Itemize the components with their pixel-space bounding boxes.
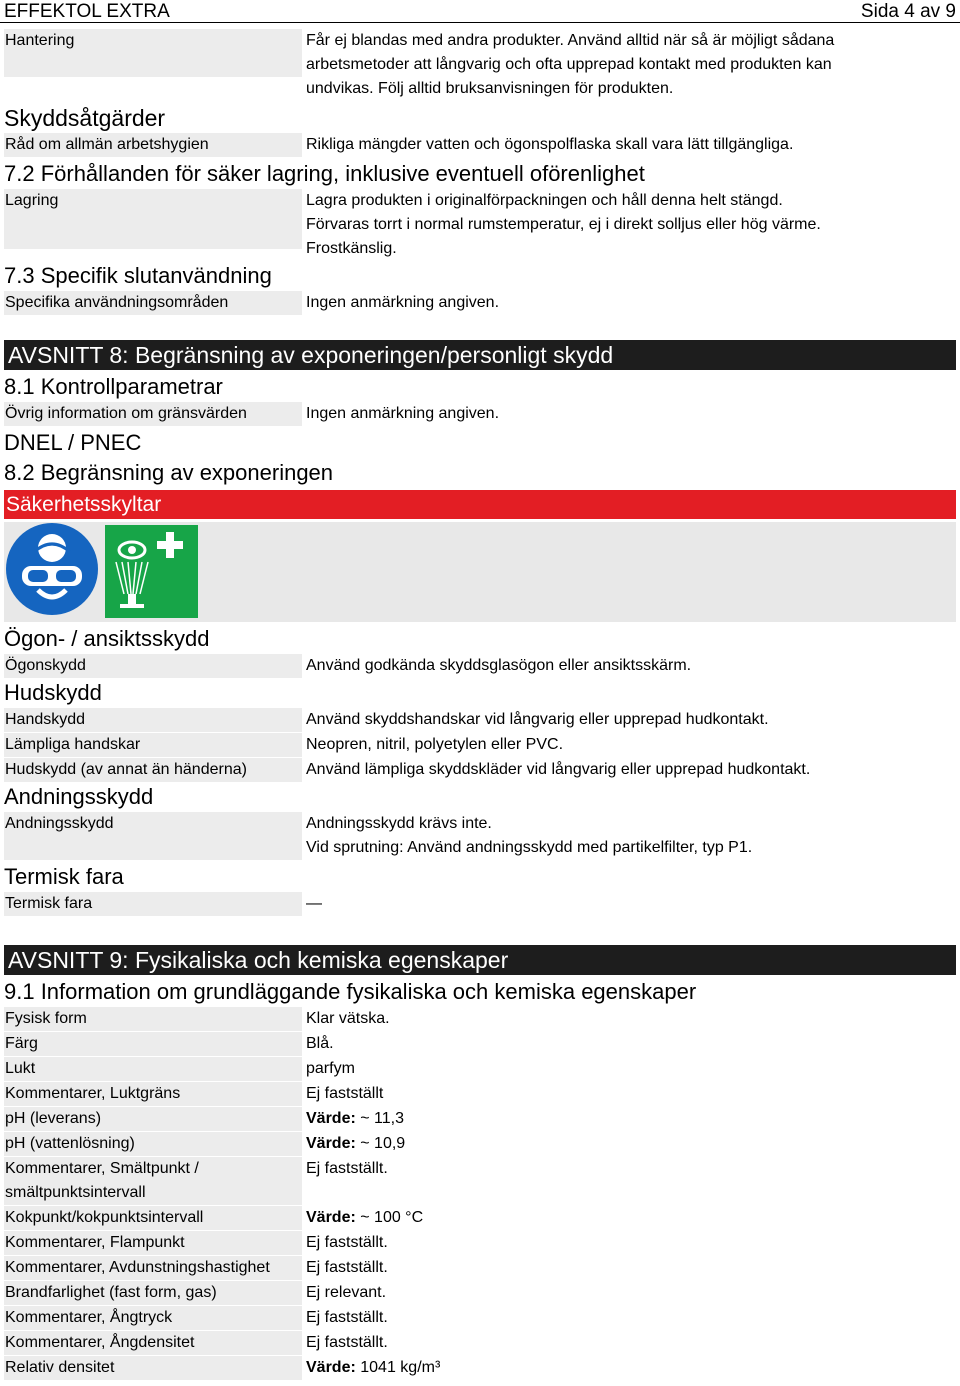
property-label: Färg [4,1032,302,1056]
hygien-row [4,133,956,157]
line: Vid sprutning: Använd andningsskydd med partikelfilter, typ P1. [306,839,753,856]
property-row [4,1281,956,1305]
row-value: Ingen anmärkning angiven. [306,294,500,311]
value-text: ~ 11,3 [360,1110,404,1127]
row-value [306,812,956,860]
row-value: Använd lämpliga skyddskläder vid långvarig eller upprepad hudkontakt. [306,761,811,778]
resp-heading: Andningsskydd [4,784,154,809]
eyes-heading: Ögon- / ansiktsskydd [4,626,210,651]
property-row [4,1306,956,1330]
row-label: Andningsskydd [4,812,302,860]
row-label: Ögonskydd [4,654,302,678]
property-row [4,1206,956,1230]
property-value [306,1281,956,1305]
property-label: Brandfarlighet (fast form, gas) [4,1281,302,1305]
property-value [306,1107,956,1131]
row-label: Handskydd [4,708,302,732]
value-text: Ej fastställt. [306,1259,388,1276]
property-label: Kommentarer, Flampunkt [4,1231,302,1255]
value-text: 1041 kg/m³ [360,1359,441,1376]
safety-signs-area [4,522,956,622]
property-value [306,1331,956,1355]
property-row [4,1331,956,1355]
value-text: parfym [306,1060,355,1077]
section-heading: 7.3 Specifik slutanvändning [4,263,272,288]
property-row [4,1231,956,1255]
property-value [306,1256,956,1280]
skin-row [4,758,956,782]
value-text: Ej fastställt. [306,1309,388,1326]
section-heading: 8.1 Kontrollparametrar [4,374,223,399]
property-label: Kommentarer, Ångdensitet [4,1331,302,1355]
property-row [4,1057,956,1081]
row-value [306,189,956,261]
value-text: Ej fastställt [306,1085,384,1102]
property-row [4,1356,956,1380]
row-value: Använd godkända skyddsglasögon eller ansiktsskärm. [306,657,692,674]
line: Frostkänslig. [306,240,397,257]
anvandning-row [4,291,956,315]
line: Får ej blandas med andra produkter. Använd alltid när så är möjligt sådana [306,32,835,49]
property-value [306,1356,956,1380]
property-value [306,1032,956,1056]
page-number: Sida 4 av 9 [860,1,956,22]
row-label: Lämpliga handskar [4,733,302,757]
line: arbetsmetoder att långvarig och ofta upprepad kontakt med produkten kan [306,56,832,73]
safety-goggles-icon [6,523,98,615]
value-prefix: Värde: [306,1209,356,1226]
row-value: Använd skyddshandskar vid långvarig eller upprepad hudkontakt. [306,711,769,728]
row-label: Råd om allmän arbetshygien [4,133,302,157]
row-label: Övrig information om gränsvärden [4,402,302,426]
property-value [306,1057,956,1081]
row-value [306,29,956,101]
safety-signs-banner: Säkerhetsskyltar [4,490,956,519]
value-text: Ej fastställt. [306,1234,388,1251]
product-name: EFFEKTOL EXTRA [4,1,170,22]
property-row [4,1007,956,1031]
eyes-row [4,654,956,678]
value-text: Klar vätska. [306,1010,390,1027]
property-label: Fysisk form [4,1007,302,1031]
property-value [306,1231,956,1255]
lagring-row [4,189,956,261]
value-text: Blå. [306,1035,334,1052]
thermal-row [4,892,956,916]
section-8-banner: AVSNITT 8: Begränsning av exponeringen/personligt skydd [4,340,956,370]
page-header [0,0,960,23]
value-text: ~ 100 °C [360,1209,424,1226]
row-value: Ingen anmärkning angiven. [306,405,500,422]
eyewash-station-icon [105,525,198,618]
row-label: Specifika användningsområden [4,291,302,315]
section-heading: Skyddsåtgärder [4,105,166,131]
skin-row [4,733,956,757]
property-label: Kommentarer, Avdunstningshastighet [4,1256,302,1280]
property-value [306,1132,956,1156]
property-row [4,1157,956,1205]
value-text: Ej fastställt. [306,1160,388,1177]
value-prefix: Värde: [306,1359,356,1376]
property-value [306,1306,956,1330]
row-label: Termisk fara [4,892,302,916]
line: Förvaras torrt i normal rumstemperatur, ej i direkt solljus eller hög värme. [306,216,821,233]
row-label: Lagring [4,189,302,249]
property-value [306,1157,956,1205]
property-row [4,1107,956,1131]
row-value: Rikliga mängder vatten och ögonspolflaska skall vara lätt tillgängliga. [306,136,794,153]
line: Lagra produkten i originalförpackningen och håll denna helt stängd. [306,192,783,209]
property-row [4,1082,956,1106]
property-value [306,1007,956,1031]
section-heading: 8.2 Begränsning av exponeringen [4,460,334,485]
property-value [306,1206,956,1230]
signs-svg [4,522,204,622]
skin-row [4,708,956,732]
property-label: pH (leverans) [4,1107,302,1131]
property-label: pH (vattenlösning) [4,1132,302,1156]
value-text: Ej fastställt. [306,1334,388,1351]
skin-heading: Hudskydd [4,680,102,705]
section-9-banner: AVSNITT 9: Fysikaliska och kemiska egenskaper [4,945,956,975]
property-label: Kokpunkt/kokpunktsintervall [4,1206,302,1230]
dnel-heading: DNEL / PNEC [4,430,142,455]
property-label: Kommentarer, Smältpunkt / smältpunktsintervall [4,1157,302,1205]
row-value: Neopren, nitril, polyetylen eller PVC. [306,736,564,753]
row-label: Hudskydd (av annat än händerna) [4,758,302,782]
row-value: — [306,895,322,912]
value-prefix: Värde: [306,1135,356,1152]
value-prefix: Värde: [306,1110,356,1127]
property-value [306,1082,956,1106]
hantering-row [4,29,956,101]
property-label: Kommentarer, Ångtryck [4,1306,302,1330]
section-heading: 9.1 Information om grundläggande fysikaliska och kemiska egenskaper [4,979,697,1004]
property-row [4,1256,956,1280]
property-label: Relativ densitet [4,1356,302,1380]
property-label: Kommentarer, Luktgräns [4,1082,302,1106]
thermal-heading: Termisk fara [4,864,124,889]
line: Andningsskydd krävs inte. [306,815,492,832]
section-heading: 7.2 Förhållanden för säker lagring, inklusive eventuell oförenlighet [4,161,645,186]
resp-row [4,812,956,860]
gransvarden-row [4,402,956,426]
value-text: Ej relevant. [306,1284,387,1301]
properties-table [0,1007,960,1380]
property-row [4,1032,956,1056]
property-label: Lukt [4,1057,302,1081]
value-text: ~ 10,9 [360,1135,406,1152]
line: undvikas. Följ alltid bruksanvisningen för produkten. [306,80,674,97]
row-label: Hantering [4,29,302,77]
property-row [4,1132,956,1156]
